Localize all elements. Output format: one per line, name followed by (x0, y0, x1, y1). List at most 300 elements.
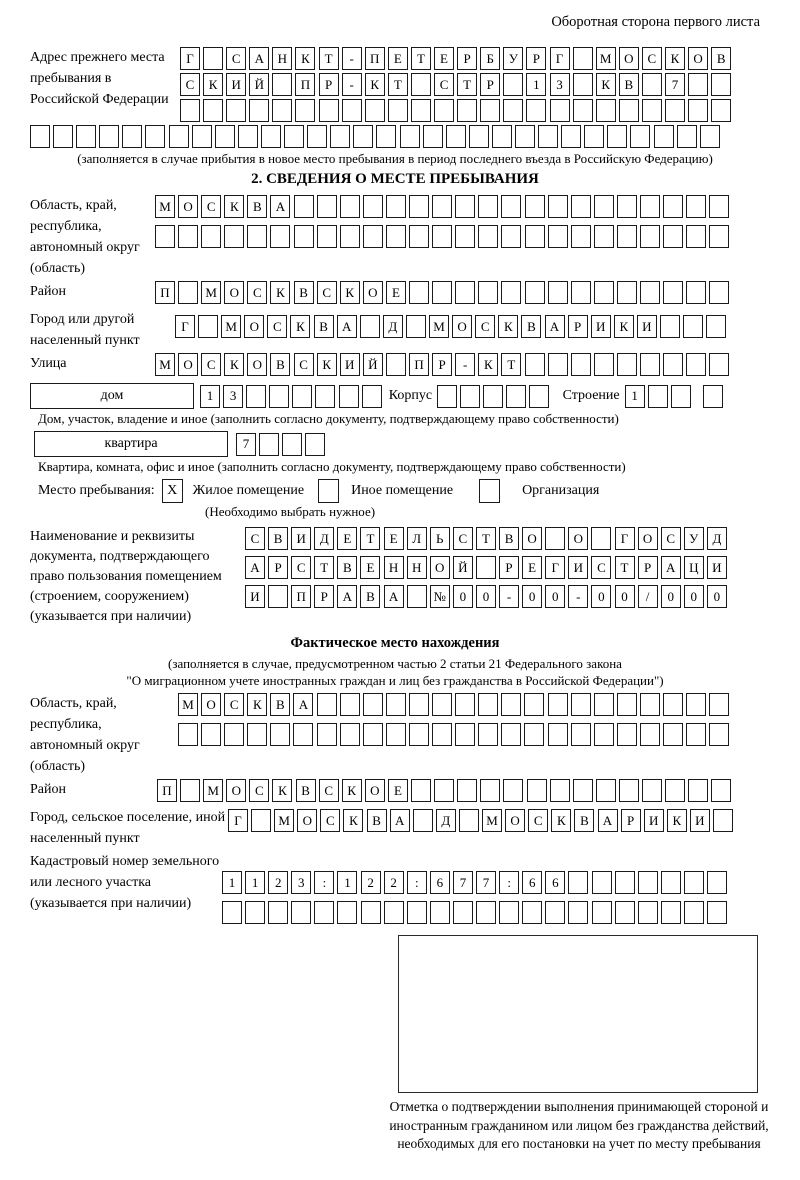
char-cell[interactable] (305, 433, 325, 456)
char-cell[interactable] (688, 99, 708, 122)
char-cell[interactable]: П (365, 47, 385, 70)
char-cell[interactable]: А (249, 47, 269, 70)
char-cell[interactable] (353, 125, 373, 148)
char-cell[interactable]: В (337, 556, 357, 579)
char-cell[interactable] (478, 693, 498, 716)
char-cell[interactable]: В (268, 527, 288, 550)
char-cell[interactable] (363, 693, 383, 716)
char-cell[interactable]: А (661, 556, 681, 579)
char-cell[interactable] (660, 315, 680, 338)
char-cell[interactable]: С (317, 281, 337, 304)
char-cell[interactable] (407, 585, 427, 608)
char-cell[interactable]: 1 (245, 871, 265, 894)
char-cell[interactable] (619, 779, 639, 802)
char-cell[interactable] (550, 99, 570, 122)
char-cell[interactable]: М (178, 693, 198, 716)
char-cell[interactable] (594, 723, 614, 746)
char-cell[interactable] (406, 315, 426, 338)
char-cell[interactable]: О (363, 281, 383, 304)
char-cell[interactable] (526, 99, 546, 122)
char-cell[interactable] (617, 693, 637, 716)
char-cell[interactable]: А (384, 585, 404, 608)
char-cell[interactable] (294, 225, 314, 248)
char-cell[interactable] (269, 385, 289, 408)
char-cell[interactable]: И (707, 556, 727, 579)
char-cell[interactable] (469, 125, 489, 148)
char-cell[interactable] (169, 125, 189, 148)
char-cell[interactable] (215, 125, 235, 148)
char-cell[interactable]: Т (457, 73, 477, 96)
char-cell[interactable] (361, 901, 381, 924)
char-cell[interactable]: И (591, 315, 611, 338)
checkbox-organizaciya[interactable] (479, 479, 500, 503)
char-cell[interactable]: 1 (625, 385, 645, 408)
char-cell[interactable] (596, 779, 616, 802)
char-cell[interactable] (571, 723, 591, 746)
char-cell[interactable]: Т (388, 73, 408, 96)
char-cell[interactable] (648, 385, 668, 408)
char-cell[interactable] (561, 125, 581, 148)
char-cell[interactable] (247, 723, 267, 746)
char-cell[interactable] (529, 385, 549, 408)
char-cell[interactable] (501, 225, 521, 248)
char-cell[interactable] (709, 353, 729, 376)
char-cell[interactable] (548, 723, 568, 746)
char-cell[interactable]: С (224, 693, 244, 716)
char-cell[interactable]: Г (175, 315, 195, 338)
char-cell[interactable] (571, 281, 591, 304)
char-cell[interactable] (548, 353, 568, 376)
char-cell[interactable]: О (522, 527, 542, 550)
char-cell[interactable]: И (644, 809, 664, 832)
char-cell[interactable]: М (221, 315, 241, 338)
char-cell[interactable]: 7 (665, 73, 685, 96)
char-cell[interactable]: А (245, 556, 265, 579)
char-cell[interactable] (711, 73, 731, 96)
char-cell[interactable]: Р (499, 556, 519, 579)
char-cell[interactable]: К (365, 73, 385, 96)
char-cell[interactable]: И (291, 527, 311, 550)
char-cell[interactable]: И (226, 73, 246, 96)
char-cell[interactable]: Р (480, 73, 500, 96)
char-cell[interactable]: С (245, 527, 265, 550)
char-cell[interactable]: 7 (476, 871, 496, 894)
char-cell[interactable] (268, 585, 288, 608)
char-cell[interactable]: Н (407, 556, 427, 579)
char-cell[interactable] (671, 385, 691, 408)
char-cell[interactable] (592, 871, 612, 894)
char-cell[interactable] (571, 195, 591, 218)
char-cell[interactable] (688, 73, 708, 96)
char-cell[interactable] (319, 99, 339, 122)
char-cell[interactable] (307, 125, 327, 148)
char-cell[interactable]: Д (314, 527, 334, 550)
char-cell[interactable]: С (453, 527, 473, 550)
char-cell[interactable] (686, 693, 706, 716)
char-cell[interactable] (261, 125, 281, 148)
char-cell[interactable] (337, 901, 357, 924)
char-cell[interactable]: О (365, 779, 385, 802)
char-cell[interactable] (499, 901, 519, 924)
char-cell[interactable] (548, 693, 568, 716)
char-cell[interactable] (314, 901, 334, 924)
char-cell[interactable]: Т (314, 556, 334, 579)
char-cell[interactable] (284, 125, 304, 148)
char-cell[interactable] (155, 225, 175, 248)
char-cell[interactable] (501, 195, 521, 218)
char-cell[interactable] (203, 47, 223, 70)
char-cell[interactable] (711, 99, 731, 122)
char-cell[interactable]: № (430, 585, 450, 608)
char-cell[interactable] (525, 225, 545, 248)
char-cell[interactable]: В (360, 585, 380, 608)
char-cell[interactable] (515, 125, 535, 148)
char-cell[interactable]: К (342, 779, 362, 802)
char-cell[interactable] (476, 556, 496, 579)
char-cell[interactable] (411, 73, 431, 96)
char-cell[interactable]: С (201, 195, 221, 218)
char-cell[interactable] (638, 901, 658, 924)
char-cell[interactable]: 7 (236, 433, 256, 456)
confirmation-stamp-box[interactable] (398, 935, 758, 1093)
char-cell[interactable] (640, 281, 660, 304)
char-cell[interactable] (145, 125, 165, 148)
char-cell[interactable] (501, 281, 521, 304)
char-cell[interactable] (386, 225, 406, 248)
char-cell[interactable]: О (688, 47, 708, 70)
char-cell[interactable]: Р (568, 315, 588, 338)
char-cell[interactable] (455, 693, 475, 716)
char-cell[interactable]: 0 (707, 585, 727, 608)
char-cell[interactable]: М (596, 47, 616, 70)
char-cell[interactable] (545, 527, 565, 550)
char-cell[interactable] (360, 315, 380, 338)
char-cell[interactable] (707, 871, 727, 894)
char-cell[interactable]: 0 (591, 585, 611, 608)
char-cell[interactable] (706, 315, 726, 338)
char-cell[interactable]: Л (407, 527, 427, 550)
char-cell[interactable]: К (596, 73, 616, 96)
char-cell[interactable] (459, 809, 479, 832)
char-cell[interactable]: К (247, 693, 267, 716)
char-cell[interactable]: А (270, 195, 290, 218)
char-cell[interactable] (315, 385, 335, 408)
char-cell[interactable] (573, 73, 593, 96)
char-cell[interactable] (584, 125, 604, 148)
char-cell[interactable]: В (619, 73, 639, 96)
char-cell[interactable]: С (249, 779, 269, 802)
char-cell[interactable] (524, 723, 544, 746)
char-cell[interactable] (594, 353, 614, 376)
char-cell[interactable]: К (614, 315, 634, 338)
char-cell[interactable] (596, 99, 616, 122)
char-cell[interactable]: Р (526, 47, 546, 70)
char-cell[interactable] (654, 125, 674, 148)
char-cell[interactable] (594, 225, 614, 248)
char-cell[interactable]: К (290, 315, 310, 338)
char-cell[interactable]: К (665, 47, 685, 70)
char-cell[interactable] (506, 385, 526, 408)
char-cell[interactable]: М (482, 809, 502, 832)
char-cell[interactable]: М (155, 353, 175, 376)
char-cell[interactable] (457, 779, 477, 802)
char-cell[interactable] (568, 901, 588, 924)
char-cell[interactable]: 6 (522, 871, 542, 894)
char-cell[interactable]: К (295, 47, 315, 70)
char-cell[interactable]: Д (707, 527, 727, 550)
char-cell[interactable]: 6 (545, 871, 565, 894)
char-cell[interactable]: И (245, 585, 265, 608)
char-cell[interactable] (407, 901, 427, 924)
char-cell[interactable] (617, 225, 637, 248)
char-cell[interactable]: Т (319, 47, 339, 70)
char-cell[interactable]: Е (388, 47, 408, 70)
char-cell[interactable]: - (568, 585, 588, 608)
char-cell[interactable]: 0 (476, 585, 496, 608)
char-cell[interactable]: Г (228, 809, 248, 832)
char-cell[interactable] (249, 99, 269, 122)
char-cell[interactable] (661, 871, 681, 894)
char-cell[interactable] (663, 225, 683, 248)
char-cell[interactable] (665, 99, 685, 122)
char-cell[interactable] (571, 225, 591, 248)
char-cell[interactable] (293, 723, 313, 746)
char-cell[interactable] (386, 195, 406, 218)
char-cell[interactable] (711, 779, 731, 802)
char-cell[interactable] (411, 99, 431, 122)
char-cell[interactable] (619, 99, 639, 122)
char-cell[interactable] (259, 433, 279, 456)
char-cell[interactable] (339, 385, 359, 408)
char-cell[interactable] (198, 315, 218, 338)
char-cell[interactable] (501, 723, 521, 746)
char-cell[interactable] (437, 385, 457, 408)
char-cell[interactable]: Е (337, 527, 357, 550)
char-cell[interactable] (525, 281, 545, 304)
char-cell[interactable]: А (390, 809, 410, 832)
char-cell[interactable] (663, 723, 683, 746)
char-cell[interactable] (226, 99, 246, 122)
char-cell[interactable] (30, 125, 50, 148)
char-cell[interactable]: К (343, 809, 363, 832)
char-cell[interactable]: Т (501, 353, 521, 376)
char-cell[interactable] (703, 385, 723, 408)
char-cell[interactable] (615, 901, 635, 924)
char-cell[interactable]: П (155, 281, 175, 304)
char-cell[interactable] (503, 73, 523, 96)
char-cell[interactable]: 3 (550, 73, 570, 96)
char-cell[interactable] (713, 809, 733, 832)
char-cell[interactable] (640, 353, 660, 376)
char-cell[interactable] (430, 901, 450, 924)
char-cell[interactable]: Р (268, 556, 288, 579)
char-cell[interactable] (340, 225, 360, 248)
char-cell[interactable]: О (247, 353, 267, 376)
char-cell[interactable]: С (226, 47, 246, 70)
char-cell[interactable] (663, 693, 683, 716)
char-cell[interactable] (663, 195, 683, 218)
char-cell[interactable]: О (619, 47, 639, 70)
char-cell[interactable] (630, 125, 650, 148)
char-cell[interactable] (317, 195, 337, 218)
char-cell[interactable] (423, 125, 443, 148)
char-cell[interactable]: / (638, 585, 658, 608)
char-cell[interactable] (432, 225, 452, 248)
char-cell[interactable]: Г (180, 47, 200, 70)
char-cell[interactable] (365, 99, 385, 122)
char-cell[interactable]: 1 (337, 871, 357, 894)
char-cell[interactable] (573, 99, 593, 122)
char-cell[interactable]: С (475, 315, 495, 338)
char-cell[interactable] (245, 901, 265, 924)
char-cell[interactable]: О (244, 315, 264, 338)
char-cell[interactable] (573, 779, 593, 802)
char-cell[interactable]: У (503, 47, 523, 70)
char-cell[interactable] (476, 901, 496, 924)
char-cell[interactable] (272, 73, 292, 96)
char-cell[interactable] (571, 353, 591, 376)
char-cell[interactable] (270, 723, 290, 746)
char-cell[interactable]: 1 (200, 385, 220, 408)
char-cell[interactable] (460, 385, 480, 408)
char-cell[interactable]: Б (480, 47, 500, 70)
char-cell[interactable] (707, 901, 727, 924)
char-cell[interactable] (99, 125, 119, 148)
char-cell[interactable]: : (499, 871, 519, 894)
char-cell[interactable]: Ц (684, 556, 704, 579)
char-cell[interactable]: К (224, 195, 244, 218)
char-cell[interactable]: В (499, 527, 519, 550)
char-cell[interactable] (573, 47, 593, 70)
char-cell[interactable] (525, 353, 545, 376)
char-cell[interactable]: Н (272, 47, 292, 70)
char-cell[interactable]: К (340, 281, 360, 304)
char-cell[interactable] (340, 195, 360, 218)
char-cell[interactable] (709, 723, 729, 746)
char-cell[interactable]: К (224, 353, 244, 376)
char-cell[interactable]: : (314, 871, 334, 894)
char-cell[interactable] (709, 281, 729, 304)
char-cell[interactable] (492, 125, 512, 148)
char-cell[interactable] (363, 195, 383, 218)
char-cell[interactable]: И (690, 809, 710, 832)
char-cell[interactable] (203, 99, 223, 122)
char-cell[interactable] (432, 693, 452, 716)
char-cell[interactable] (545, 901, 565, 924)
char-cell[interactable]: С (201, 353, 221, 376)
char-cell[interactable]: И (637, 315, 657, 338)
char-cell[interactable]: 3 (223, 385, 243, 408)
char-cell[interactable]: О (430, 556, 450, 579)
char-cell[interactable]: Т (476, 527, 496, 550)
char-cell[interactable] (317, 723, 337, 746)
char-cell[interactable] (180, 99, 200, 122)
char-cell[interactable]: В (247, 195, 267, 218)
char-cell[interactable] (686, 723, 706, 746)
char-cell[interactable] (640, 195, 660, 218)
char-cell[interactable]: Т (360, 527, 380, 550)
char-cell[interactable]: П (409, 353, 429, 376)
char-cell[interactable] (251, 809, 271, 832)
char-cell[interactable] (684, 871, 704, 894)
char-cell[interactable] (384, 901, 404, 924)
char-cell[interactable]: С (591, 556, 611, 579)
char-cell[interactable]: А (337, 585, 357, 608)
char-cell[interactable]: Г (550, 47, 570, 70)
char-cell[interactable] (446, 125, 466, 148)
char-cell[interactable] (548, 281, 568, 304)
char-cell[interactable]: - (342, 47, 362, 70)
char-cell[interactable]: Е (386, 281, 406, 304)
char-cell[interactable] (340, 723, 360, 746)
char-cell[interactable] (340, 693, 360, 716)
char-cell[interactable]: О (452, 315, 472, 338)
char-cell[interactable] (640, 723, 660, 746)
char-cell[interactable]: 0 (661, 585, 681, 608)
char-cell[interactable]: 0 (615, 585, 635, 608)
char-cell[interactable]: О (224, 281, 244, 304)
char-cell[interactable] (591, 527, 611, 550)
char-cell[interactable] (362, 385, 382, 408)
char-cell[interactable]: А (545, 315, 565, 338)
char-cell[interactable] (386, 723, 406, 746)
char-cell[interactable]: Т (615, 556, 635, 579)
char-cell[interactable]: К (272, 779, 292, 802)
char-cell[interactable]: М (203, 779, 223, 802)
char-cell[interactable]: П (157, 779, 177, 802)
char-cell[interactable] (524, 693, 544, 716)
char-cell[interactable]: Е (360, 556, 380, 579)
char-cell[interactable] (386, 353, 406, 376)
char-cell[interactable] (270, 225, 290, 248)
char-cell[interactable] (363, 225, 383, 248)
char-cell[interactable] (617, 281, 637, 304)
char-cell[interactable]: А (293, 693, 313, 716)
char-cell[interactable] (548, 225, 568, 248)
char-cell[interactable]: Р (319, 73, 339, 96)
checkbox-zhiloe[interactable]: X (162, 479, 183, 503)
char-cell[interactable]: В (270, 693, 290, 716)
char-cell[interactable] (663, 281, 683, 304)
char-cell[interactable] (178, 225, 198, 248)
char-cell[interactable]: С (291, 556, 311, 579)
char-cell[interactable] (294, 195, 314, 218)
char-cell[interactable] (178, 281, 198, 304)
char-cell[interactable]: - (342, 73, 362, 96)
char-cell[interactable]: Н (384, 556, 404, 579)
char-cell[interactable] (594, 195, 614, 218)
char-cell[interactable]: Р (432, 353, 452, 376)
char-cell[interactable]: К (317, 353, 337, 376)
char-cell[interactable]: К (551, 809, 571, 832)
char-cell[interactable]: С (528, 809, 548, 832)
char-cell[interactable] (247, 225, 267, 248)
char-cell[interactable] (453, 901, 473, 924)
char-cell[interactable] (432, 723, 452, 746)
char-cell[interactable] (594, 693, 614, 716)
char-cell[interactable]: Р (621, 809, 641, 832)
char-cell[interactable]: : (407, 871, 427, 894)
char-cell[interactable]: П (295, 73, 315, 96)
char-cell[interactable] (222, 901, 242, 924)
char-cell[interactable]: Д (383, 315, 403, 338)
char-cell[interactable] (617, 195, 637, 218)
char-cell[interactable]: 2 (268, 871, 288, 894)
char-cell[interactable] (700, 125, 720, 148)
char-cell[interactable] (409, 225, 429, 248)
char-cell[interactable]: С (642, 47, 662, 70)
char-cell[interactable]: 3 (291, 871, 311, 894)
